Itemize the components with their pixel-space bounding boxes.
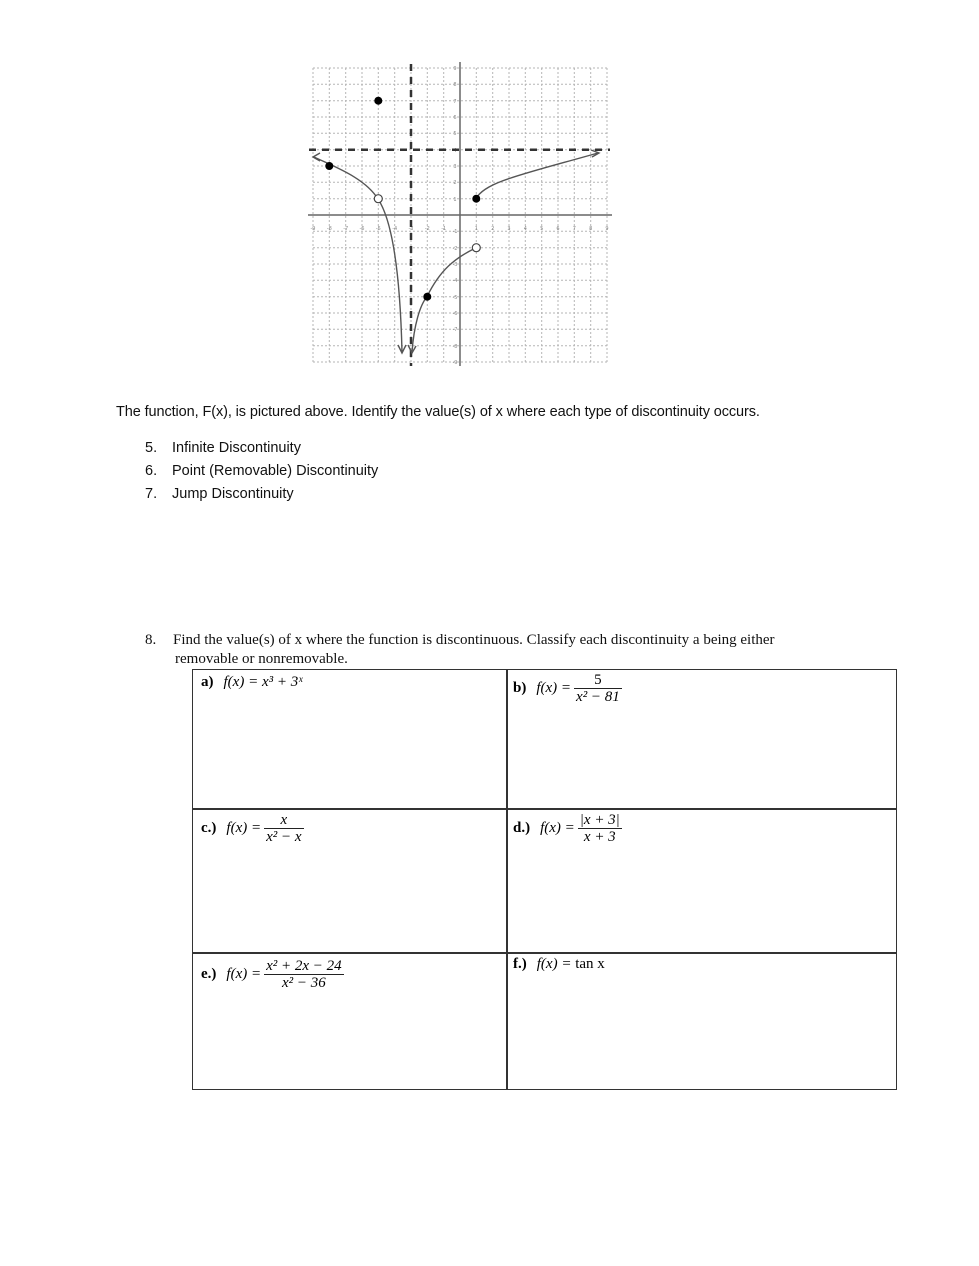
denominator: x² − 36 (281, 975, 326, 991)
numerator: x (280, 812, 288, 828)
table-divider (193, 808, 896, 810)
problem-label: b) (513, 680, 527, 696)
svg-text:-5: -5 (452, 295, 458, 301)
table-divider (193, 952, 896, 954)
open-point (374, 195, 382, 203)
problem-d (513, 812, 622, 845)
svg-text:6: 6 (453, 115, 457, 121)
problem-label: f.) (513, 956, 527, 972)
open-point (472, 244, 480, 252)
function-expr: x³ + 3ˣ (261, 674, 303, 690)
svg-text:-1: -1 (452, 229, 458, 235)
table-divider (506, 670, 508, 1089)
denominator: x + 3 (583, 829, 616, 845)
question-7 (145, 486, 378, 509)
svg-text:-3: -3 (408, 226, 414, 232)
function-lhs: f(x) = (226, 966, 262, 982)
fraction (264, 812, 303, 845)
svg-text:4: 4 (523, 226, 527, 232)
svg-text:3: 3 (453, 164, 457, 170)
filled-point (374, 97, 382, 105)
function-lhs: f(x) = (223, 674, 259, 690)
function-lhs: f(x) = (226, 820, 262, 836)
question-number: 6. (145, 463, 158, 479)
svg-text:-8: -8 (326, 226, 332, 232)
svg-text:3: 3 (507, 226, 511, 232)
problem-b (513, 672, 622, 705)
svg-text:-3: -3 (452, 262, 458, 268)
svg-text:-2: -2 (452, 246, 458, 252)
svg-text:-2: -2 (424, 226, 430, 232)
svg-text:-5: -5 (375, 226, 381, 232)
svg-text:4: 4 (453, 148, 457, 154)
svg-text:7: 7 (453, 99, 457, 105)
function-expr: tan x (575, 956, 605, 972)
svg-text:6: 6 (556, 226, 560, 232)
fraction (578, 812, 622, 845)
denominator: x² − 81 (576, 689, 620, 705)
svg-text:-7: -7 (452, 327, 458, 333)
question-6 (145, 463, 378, 486)
intro-text: The function, F(x), is pictured above. Identify the value(s) of x where each type of discontinuity occurs. (116, 404, 760, 420)
svg-text:1: 1 (474, 226, 478, 232)
svg-text:8: 8 (453, 82, 457, 88)
svg-text:9: 9 (605, 226, 609, 232)
problems-table (192, 669, 897, 1090)
question-number: 7. (145, 486, 158, 502)
svg-text:2: 2 (491, 226, 495, 232)
curve-right (476, 153, 598, 199)
curve-left (314, 157, 402, 352)
svg-text:-7: -7 (343, 226, 349, 232)
problem-label: e.) (201, 966, 217, 982)
filled-point (325, 162, 333, 170)
svg-text:-1: -1 (441, 226, 447, 232)
svg-text:-4: -4 (452, 278, 458, 284)
svg-text:-4: -4 (392, 226, 398, 232)
question-text: Jump Discontinuity (172, 486, 294, 502)
svg-text:-9: -9 (452, 360, 458, 366)
function-lhs: f(x) = (540, 820, 575, 836)
question-list (145, 440, 378, 509)
svg-text:-6: -6 (359, 226, 365, 232)
fraction (574, 672, 622, 705)
svg-text:5: 5 (540, 226, 544, 232)
question-text: Point (Removable) Discontinuity (172, 463, 379, 479)
problem-label: c.) (201, 820, 217, 836)
problem-a (201, 674, 302, 691)
svg-text:9: 9 (453, 66, 457, 72)
numerator: 5 (594, 672, 602, 688)
question-8-line2: removable or nonremovable. (175, 651, 348, 667)
svg-text:2: 2 (453, 180, 457, 186)
problem-f (513, 956, 605, 973)
filled-point (472, 195, 480, 203)
svg-text:8: 8 (589, 226, 593, 232)
question-number: 5. (145, 440, 158, 456)
function-lhs: f(x) = (536, 680, 572, 696)
problem-e (201, 958, 344, 991)
svg-text:-6: -6 (452, 311, 458, 317)
svg-text:-8: -8 (452, 344, 458, 350)
function-lhs: f(x) = (536, 956, 572, 972)
numerator: x² + 2x − 24 (266, 958, 342, 974)
problem-c (201, 812, 304, 845)
svg-text:-9: -9 (310, 226, 316, 232)
numerator: |x + 3| (579, 812, 620, 828)
svg-text:7: 7 (572, 226, 576, 232)
svg-text:5: 5 (453, 131, 457, 137)
function-graph (300, 55, 620, 375)
denominator: x² − x (266, 829, 302, 845)
filled-point (423, 293, 431, 301)
question-5 (145, 440, 378, 463)
question-8-line1: Find the value(s) of x where the function is discontinuous. Classify each discontinuity a being either (173, 632, 775, 648)
question-text: Infinite Discontinuity (172, 440, 301, 456)
problem-label: a) (201, 674, 214, 690)
question-number: 8. (145, 632, 157, 648)
svg-text:1: 1 (453, 197, 457, 203)
fraction (264, 958, 344, 991)
problem-label: d.) (513, 820, 531, 836)
